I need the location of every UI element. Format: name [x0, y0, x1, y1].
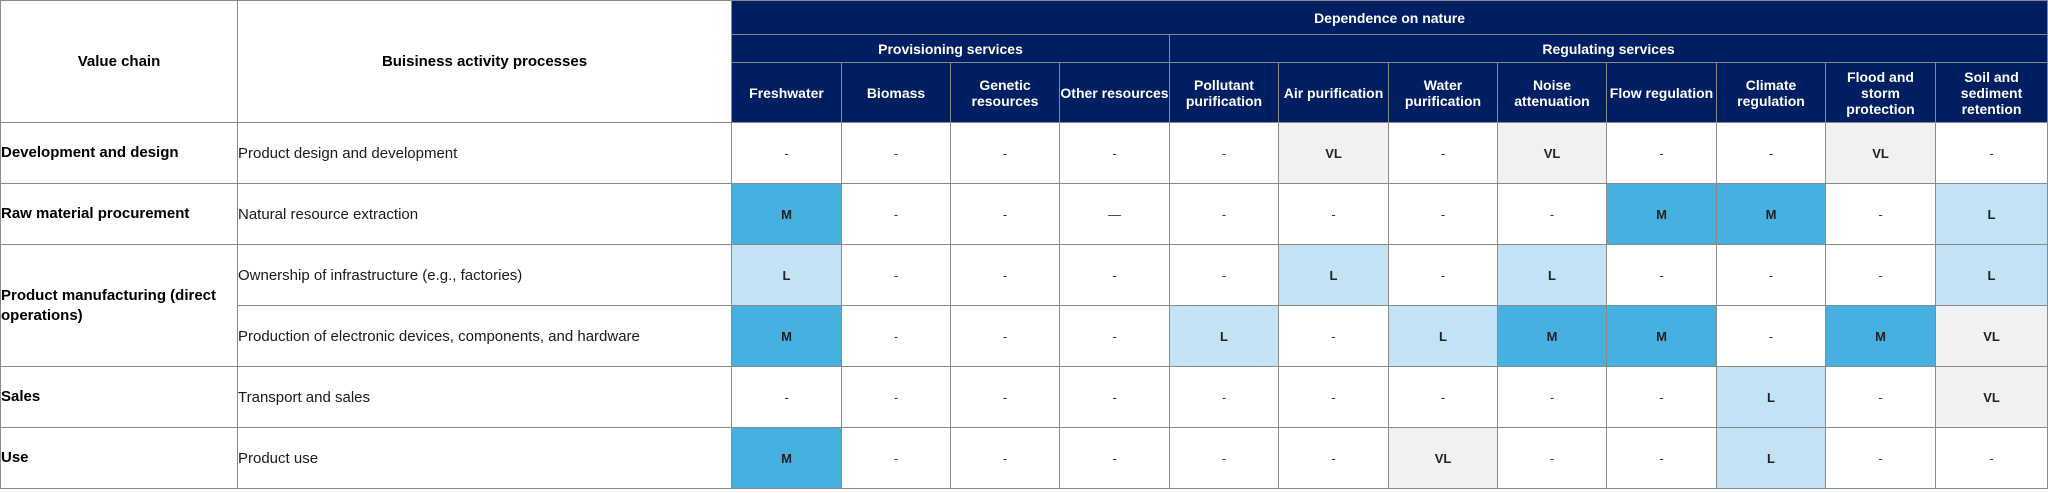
column-header: Soil and sediment retention	[1936, 63, 2048, 123]
dependence-level-cell: -	[1717, 123, 1826, 184]
process-name: Product design and development	[238, 123, 732, 184]
dependence-level-cell: M	[1498, 306, 1607, 367]
dependence-level-cell: -	[1279, 184, 1389, 245]
table-row	[1, 367, 2048, 428]
table-row	[1, 306, 2048, 367]
dependence-level-cell: -	[1170, 428, 1279, 489]
dependence-level-cell: M	[732, 184, 842, 245]
dependence-level-cell: -	[842, 306, 951, 367]
dependence-level-cell: -	[1389, 184, 1498, 245]
dependence-level-cell: M	[1826, 306, 1936, 367]
dependence-level-cell: -	[1060, 428, 1170, 489]
dependence-level-cell: VL	[1279, 123, 1389, 184]
column-header: Flow regulation	[1607, 63, 1717, 123]
dependence-level-cell: L	[1717, 428, 1826, 489]
dependence-level-cell: VL	[1936, 306, 2048, 367]
dependence-level-cell: L	[1936, 184, 2048, 245]
process-name: Natural resource extraction	[238, 184, 732, 245]
dependence-level-cell: -	[842, 245, 951, 306]
dependence-level-cell: -	[1826, 184, 1936, 245]
dependence-level-cell: -	[1607, 428, 1717, 489]
dependence-level-cell: -	[951, 367, 1060, 428]
dependence-level-cell: -	[842, 184, 951, 245]
dependence-level-cell: -	[1170, 184, 1279, 245]
value-chain-stage: Sales	[1, 367, 238, 428]
value-chain-header: Value chain	[1, 1, 238, 123]
dependence-level-cell: M	[732, 306, 842, 367]
dependence-level-cell: -	[1936, 123, 2048, 184]
dependence-level-cell: -	[1170, 245, 1279, 306]
dependence-level-cell: -	[1389, 245, 1498, 306]
dependence-level-cell: -	[1826, 367, 1936, 428]
dependence-level-cell: -	[732, 367, 842, 428]
dependence-level-cell: -	[1717, 245, 1826, 306]
dependence-level-cell: L	[1936, 245, 2048, 306]
dependence-level-cell: VL	[1936, 367, 2048, 428]
process-name: Product use	[238, 428, 732, 489]
value-chain-stage: Product manufacturing (direct operations)	[1, 245, 238, 367]
dependence-level-cell: -	[842, 367, 951, 428]
dependence-level-cell: -	[1936, 428, 2048, 489]
dependence-level-cell: -	[1826, 428, 1936, 489]
dependence-level-cell: -	[842, 123, 951, 184]
dependence-level-cell: -	[1498, 367, 1607, 428]
dependence-level-cell: M	[732, 428, 842, 489]
dependence-level-cell: -	[1498, 428, 1607, 489]
column-header: Air purification	[1279, 63, 1389, 123]
dependence-level-cell: -	[1607, 123, 1717, 184]
table-row	[1, 123, 2048, 184]
dependence-level-cell: VL	[1389, 428, 1498, 489]
column-header: Noise attenuation	[1498, 63, 1607, 123]
column-header: Other resources	[1060, 63, 1170, 123]
column-header: Flood and storm protection	[1826, 63, 1936, 123]
dependence-level-cell: -	[1279, 428, 1389, 489]
value-chain-stage: Use	[1, 428, 238, 489]
dependence-level-cell: -	[732, 123, 842, 184]
dependence-level-cell: -	[1060, 245, 1170, 306]
dependence-level-cell: -	[1607, 367, 1717, 428]
dependence-level-cell: M	[1607, 184, 1717, 245]
dependence-level-cell: —	[1060, 184, 1170, 245]
header-row-top	[1, 1, 2048, 35]
column-header: Freshwater	[732, 63, 842, 123]
dependence-level-cell: -	[951, 306, 1060, 367]
table-body	[1, 123, 2048, 489]
dependence-level-cell: -	[1279, 367, 1389, 428]
column-header: Biomass	[842, 63, 951, 123]
dependence-level-cell: -	[1060, 367, 1170, 428]
table-row	[1, 245, 2048, 306]
dependence-level-cell: -	[951, 428, 1060, 489]
dependence-level-cell: -	[1717, 306, 1826, 367]
dependence-level-cell: L	[1279, 245, 1389, 306]
regulating-services-header: Regulating services	[1170, 35, 2048, 63]
dependence-level-cell: L	[1389, 306, 1498, 367]
dependence-level-cell: L	[732, 245, 842, 306]
dependence-level-cell: -	[1060, 123, 1170, 184]
processes-header: Buisiness activity processes	[238, 1, 732, 123]
dependence-level-cell: M	[1717, 184, 1826, 245]
process-name: Ownership of infrastructure (e.g., factories)	[238, 245, 732, 306]
value-chain-stage: Raw material procurement	[1, 184, 238, 245]
dependence-level-cell: -	[1607, 245, 1717, 306]
column-header: Genetic resources	[951, 63, 1060, 123]
column-header: Pollutant purification	[1170, 63, 1279, 123]
dependence-level-cell: VL	[1498, 123, 1607, 184]
column-header: Water purification	[1389, 63, 1498, 123]
dependence-level-cell: -	[1060, 306, 1170, 367]
dependence-level-cell: -	[1170, 123, 1279, 184]
dependence-header: Dependence on nature	[732, 1, 2048, 35]
dependence-level-cell: -	[951, 245, 1060, 306]
dependence-level-cell: VL	[1826, 123, 1936, 184]
dependence-level-cell: -	[1389, 123, 1498, 184]
table-row	[1, 184, 2048, 245]
provisioning-services-header: Provisioning services	[732, 35, 1170, 63]
dependence-level-cell: -	[1826, 245, 1936, 306]
column-header: Climate regulation	[1717, 63, 1826, 123]
dependence-level-cell: -	[1389, 367, 1498, 428]
dependence-level-cell: -	[842, 428, 951, 489]
dependence-level-cell: -	[1279, 306, 1389, 367]
dependence-level-cell: -	[1170, 367, 1279, 428]
dependence-level-cell: L	[1170, 306, 1279, 367]
dependence-level-cell: -	[1498, 184, 1607, 245]
dependence-level-cell: M	[1607, 306, 1717, 367]
value-chain-stage: Development and design	[1, 123, 238, 184]
process-name: Transport and sales	[238, 367, 732, 428]
dependence-level-cell: -	[951, 123, 1060, 184]
dependence-level-cell: -	[951, 184, 1060, 245]
process-name: Production of electronic devices, components, and hardware	[238, 306, 732, 367]
dependence-level-cell: L	[1717, 367, 1826, 428]
dependence-level-cell: L	[1498, 245, 1607, 306]
table-row	[1, 428, 2048, 489]
